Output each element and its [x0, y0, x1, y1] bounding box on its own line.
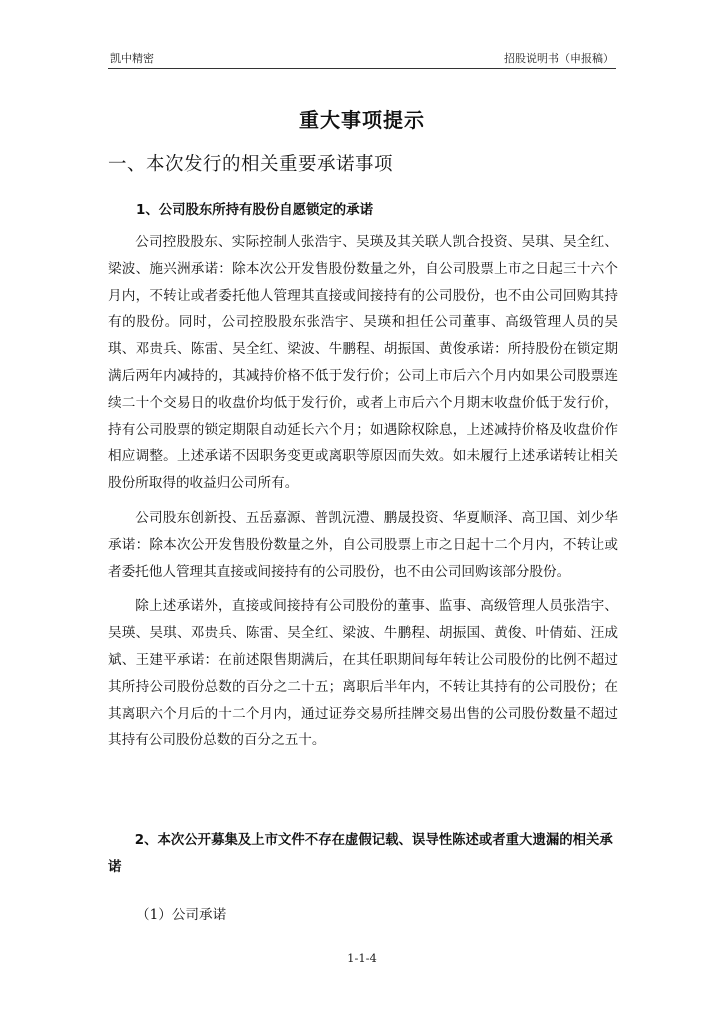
- item-heading-1: （1）公司承诺: [136, 907, 227, 923]
- paragraph-1: 公司控股股东、实际控制人张浩宇、吴瑛及其关联人凯合投资、吴琪、吴全红、梁波、施兴洲承诺：除本次公开发售股份数量之外，自公司股票上市之日起三十六个月内，不转让或者委托他人管理其直接或间接持有的公司股份，也不由公司回购其持有的股份。同时，公司控股股东张浩宇、吴瑛和担任公司董事、高级管理人员的吴琪、邓贵兵、陈雷、吴全红、梁波、牛鹏程、胡振国、黄俊承诺：所持股份在锁定期满后两年内减持的，其减持价格不低于发行价；公司上市后六个月内如果公司股票连续二十个交易日的收盘价均低于发行价，或者上市后六个月期末收盘价低于发行价，持有公司股票的锁定期限自动延长六个月；如遇除权除息，上述减持价格及收盘价作相应调整。上述承诺不因职务变更或离职等原因而失效。如未履行上述承诺转让相关股份所取得的收益归公司所有。: [108, 234, 618, 492]
- page-title: 重大事项提示: [299, 108, 425, 132]
- body-text: [108, 229, 618, 762]
- page-header: [108, 50, 616, 69]
- subsection-heading-1: 1、公司股东所持有股份自愿锁定的承诺: [136, 203, 373, 218]
- paragraph-3: 除上述承诺外，直接或间接持有公司股份的董事、监事、高级管理人员张浩宇、吴瑛、吴琪、邓贵兵、陈雷、吴全红、梁波、牛鹏程、胡振国、黄俊、叶倩茹、汪成斌、王建平承诺：在前述限售期满后，在其任职期间每年转让公司股份的比例不超过其所持公司股份总数的百分之二十五；离职后半年内，不转让其持有的公司股份；在其离职六个月后的十二个月内，通过证券交易所挂牌交易出售的公司股份数量不超过其持有公司股份总数的百分之五十。: [108, 598, 618, 749]
- subsection-heading-2: 2、本次公开募集及上市文件不存在虚假记载、误导性陈述或者重大遗漏的相关承诺: [108, 833, 613, 875]
- paragraph-2: 公司股东创新投、五岳嘉源、普凯沅澧、鹏晟投资、华夏顺泽、高卫国、刘少华承诺：除本次公开发售股份数量之外，自公司股票上市之日起十二个月内，不转让或者委托他人管理其直接或间接持有的公司股份，也不由公司回购该部分股份。: [108, 509, 618, 580]
- section-heading: 一、本次发行的相关重要承诺事项: [108, 154, 394, 175]
- page-number: 1-1-4: [347, 951, 377, 965]
- header-company-name: 凯中精密: [110, 52, 154, 65]
- header-document-type: 招股说明书（申报稿）: [504, 52, 614, 65]
